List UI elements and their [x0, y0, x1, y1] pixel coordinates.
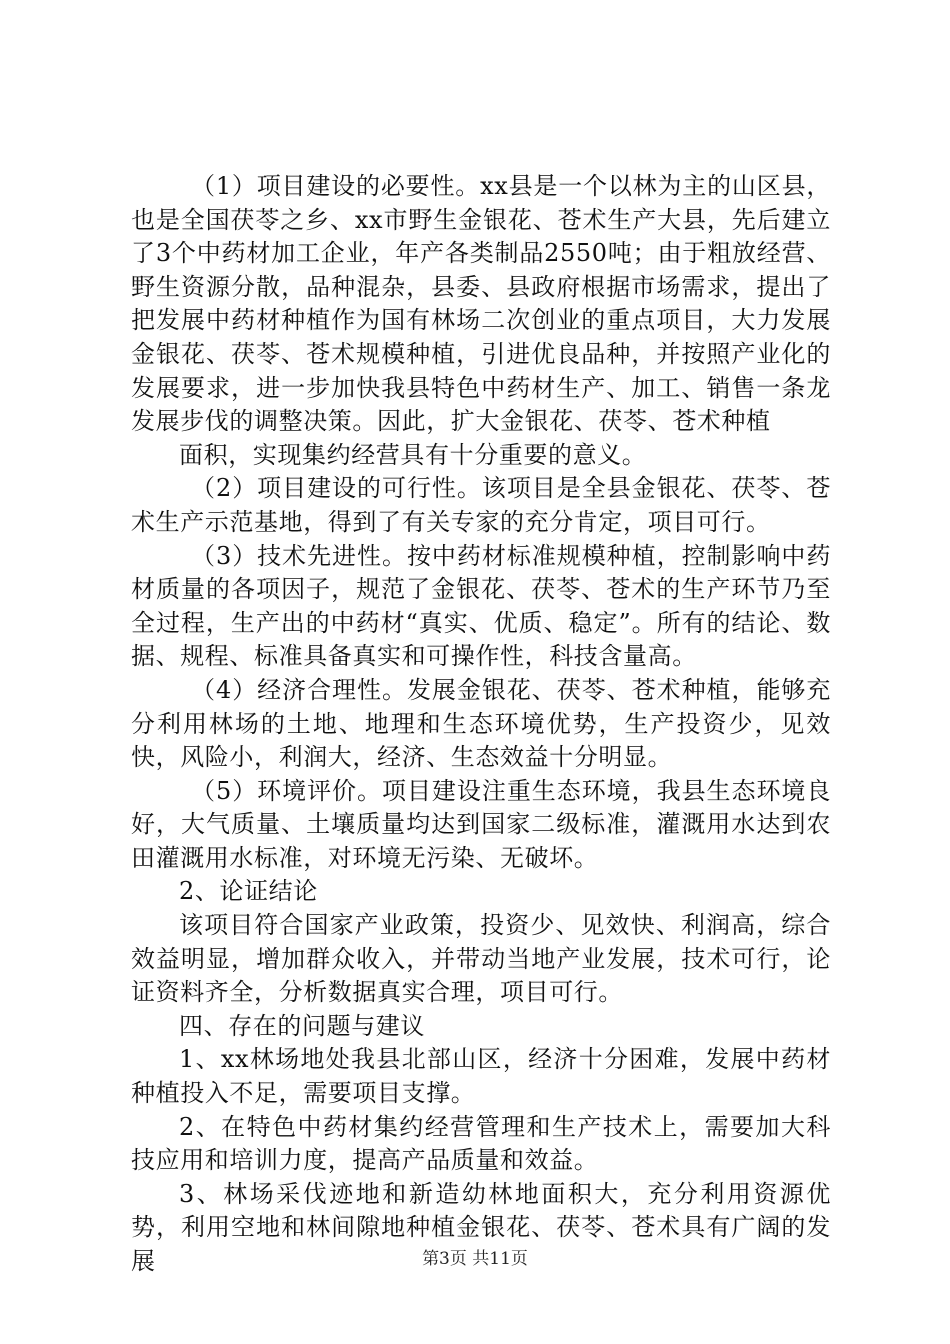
page-number: 第3页 共11页 — [422, 1249, 528, 1269]
section-heading-issues: 四、存在的问题与建议 — [179, 1011, 425, 1040]
paragraph-technology: （3）技术先进性。按中药材标准规模种植，控制影响中药材质量的各项因子，规范了金银花、茯苓、苍术的生产环节乃至全过程，生产出的中药材“真实、优质、稳定”。所有的结论、数据、规程、标准具备真实和可操作性，科技含量高。 — [131, 541, 831, 671]
paragraph-issue-2: 2、在特色中药材集约经营管理和生产技术上，需要加大科技应用和培训力度，提高产品质量和效益。 — [131, 1112, 831, 1175]
paragraph-issue-1: 1、xx林场地处我县北部山区，经济十分困难，发展中药材种植投入不足，需要项目支撑。 — [131, 1045, 831, 1108]
paragraph-conclusion: 该项目符合国家产业政策，投资少、见效快、利润高，综合效益明显，增加群众收入，并带动当地产业发展，技术可行，论证资料齐全，分析数据真实合理，项目可行。 — [131, 911, 831, 1007]
document-body — [131, 170, 831, 1279]
paragraph-environment: （5）环境评价。项目建设注重生态环境，我县生态环境良好，大气质量、土壤质量均达到国家二级标准，灌溉用水达到农田灌溉用水标准，对环境无污染、无破坏。 — [131, 776, 831, 872]
paragraph-economics: （4）经济合理性。发展金银花、茯苓、苍术种植，能够充分利用林场的土地、地理和生态环境优势，生产投资少，见效快，风险小，利润大，经济、生态效益十分明显。 — [131, 675, 831, 772]
paragraph-necessity: （1）项目建设的必要性。xx县是一个以林为主的山区县，也是全国茯苓之乡、xx市野生金银花、苍术生产大县，先后建立了3个中药材加工企业，年产各类制品2550吨；由于粗放经营、野生资源分散，品种混杂，县委、县政府根据市场需求，提出了把发展中药材种植作为国有林场二次创业的重点项目，大力发展金银花、茯苓、苍术规模种植，引进优良品种，并按照产业化的发展要求，进一步加快我县特色中药材生产、加工、销售一条龙发展步伐的调整决策。因此，扩大金银花、茯苓、苍术种植 — [131, 172, 831, 436]
paragraph-issue-3: 3、林场采伐迹地和新造幼林地面积大，充分利用资源优势，利用空地和林间隙地种植金银花、茯苓、苍术具有广阔的发展 — [131, 1179, 831, 1275]
paragraph-significance: 面积，实现集约经营具有十分重要的意义。 — [179, 440, 647, 469]
section-heading-conclusion: 2、论证结论 — [179, 877, 318, 906]
paragraph-feasibility: （2）项目建设的可行性。该项目是全县金银花、茯苓、苍术生产示范基地，得到了有关专家的充分肯定，项目可行。 — [131, 474, 831, 536]
